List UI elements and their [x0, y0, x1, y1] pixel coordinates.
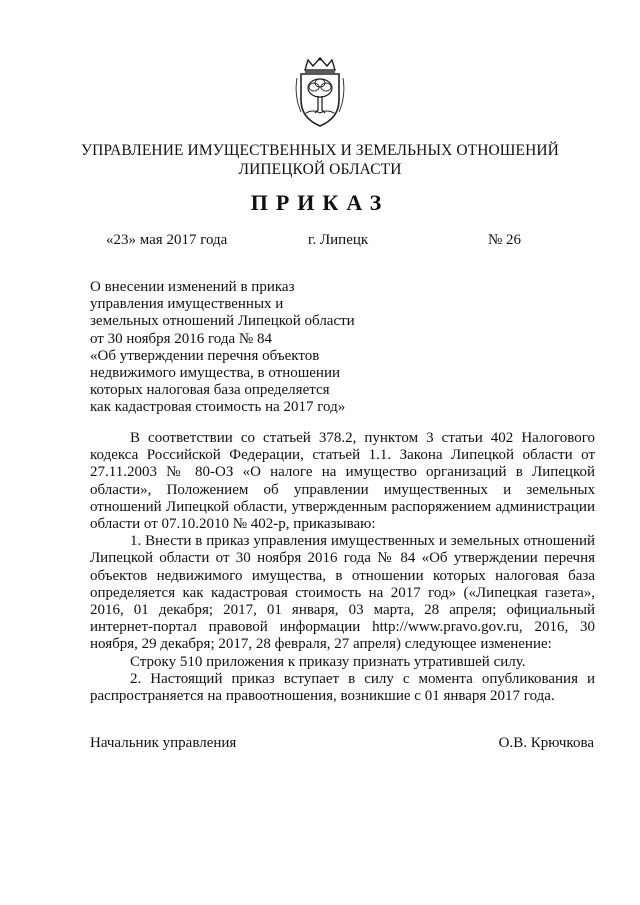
subject-line: земельных отношений Липецкой области [90, 313, 355, 330]
order-date: «23» мая 2017 года [106, 232, 228, 248]
body-paragraph: 1. Внести в приказ управления имущественных и земельных отношений Липецкой области от 30 ноября 2016 года № 84 «Об утверждении перечня объектов недвижимого имущества, в отношении которых налоговая база определяется как кадастровая стоимость на 2017 год» («Липецкая газета», 2016, 01 декабря; 2017, 01 января, 03 марта, 28 апреля; официальный интернет-портал правовой информации http://www.pravo.gov.ru, 2016, 30 ноября, 29 декабря; 2017, 28 февраля, 27 апреля) следующее изменение: [90, 533, 595, 653]
subject-line: О внесении изменений в приказ [90, 279, 295, 295]
subject-line: от 30 ноября 2016 года № 84 [90, 330, 272, 347]
order-subject [90, 279, 390, 417]
order-city: г. Липецк [308, 232, 369, 248]
body-paragraph: В соответствии со статьей 378.2, пунктом 3 статьи 402 Налогового кодекса Российской Федерации, статьей 1.1. Закона Липецкой области от 27.11.2003 № 80-ОЗ «О налоге на имущество организаций в Липецкой области», Положением об управлении имущественных и земельных отношений Липецкой области, утвержденным распоряжением администрации области от 07.10.2010 № 402-р, приказываю: [90, 430, 595, 533]
signatory-position: Начальник управления [90, 735, 237, 751]
subject-line: недвижимого имущества, в отношении [90, 365, 341, 382]
order-number: № 26 [488, 232, 522, 248]
order-body [90, 430, 595, 705]
document-title: ПРИКАЗ [250, 190, 390, 215]
coat-of-arms-icon [293, 56, 347, 128]
signatory-name: О.В. Крючкова [498, 735, 594, 751]
subject-line: «Об утверждении перечня объектов [90, 347, 320, 364]
body-paragraph: Строку 510 приложения к приказу признать утратившей силу. [130, 653, 526, 670]
subject-line: которых налоговая база определяется [90, 382, 330, 399]
subject-line: управления имущественных и [90, 296, 284, 313]
subject-line: как кадастровая стоимость на 2017 год» [90, 399, 346, 416]
agency-name-line2: ЛИПЕЦКОЙ ОБЛАСТИ [238, 161, 402, 178]
body-paragraph: 2. Настоящий приказ вступает в силу с момента опубликования и распространяется на правоотношения, возникшие с 01 января 2017 года. [90, 670, 595, 705]
agency-name-line1: УПРАВЛЕНИЕ ИМУЩЕСТВЕННЫХ И ЗЕМЕЛЬНЫХ ОТНОШЕНИЙ [81, 142, 559, 159]
